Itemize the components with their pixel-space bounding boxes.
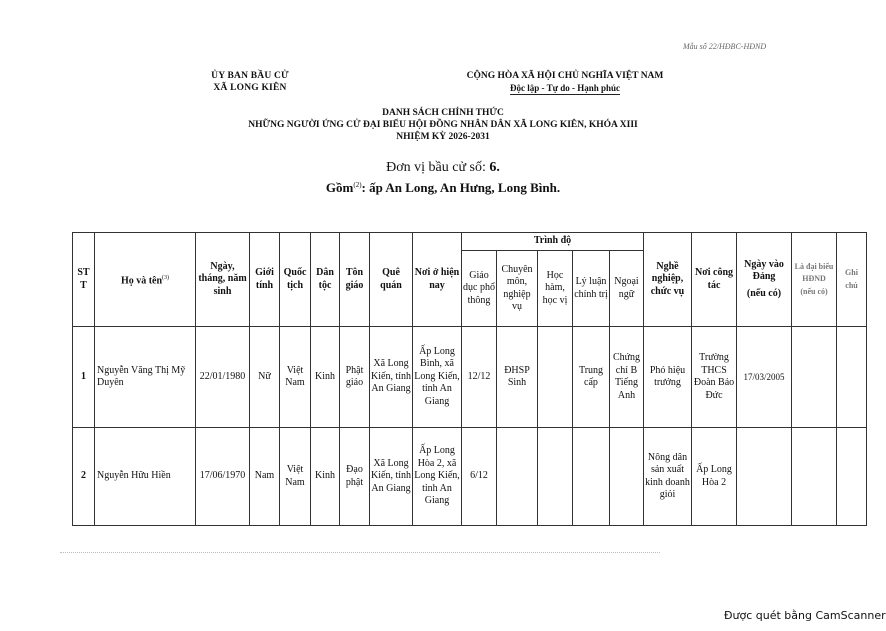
col-party-date xyxy=(737,233,792,327)
cell-name: Nguyễn Văng Thị Mỹ Duyên xyxy=(95,327,196,428)
col-edu-politics: Lý luận chính trị xyxy=(573,251,610,327)
col-job: Nghề nghiệp, chức vụ xyxy=(644,233,692,327)
cell-gender: Nữ xyxy=(250,327,280,428)
cell-edu-general: 6/12 xyxy=(462,428,497,526)
cell-hometown: Xã Long Kiến, tỉnh An Giang xyxy=(370,327,413,428)
cell-ethnicity: Kinh xyxy=(311,428,340,526)
cell-remark xyxy=(837,428,867,526)
col-delegate-note: (nếu có) xyxy=(800,286,828,296)
cell-edu-degree xyxy=(538,327,573,428)
form-number: Mẫu số 22/HĐBC-HĐND xyxy=(683,42,767,51)
cell-edu-language: Chứng chỉ B Tiếng Anh xyxy=(610,327,644,428)
col-name-text: Họ và tên xyxy=(120,274,163,286)
cell-edu-politics: Trung cấp xyxy=(573,327,610,428)
cell-workplace: Ấp Long Hòa 2 xyxy=(692,428,737,526)
cell-dob: 17/06/1970 xyxy=(196,428,250,526)
title-line-3: NHIỆM KỲ 2026-2031 xyxy=(396,132,490,142)
cell-delegate xyxy=(792,327,837,428)
cell-remark xyxy=(837,327,867,428)
national-header xyxy=(440,70,690,95)
cell-edu-major xyxy=(497,428,538,526)
col-delegate xyxy=(792,233,837,327)
cell-edu-major: ĐHSP Sinh xyxy=(497,327,538,428)
cell-edu-politics xyxy=(573,428,610,526)
cell-job: Nông dân sản xuất kinh doanh giỏi xyxy=(644,428,692,526)
col-edu-degree: Học hàm, học vị xyxy=(538,251,573,327)
cell-residence: Ấp Long Bình, xã Long Kiến, tỉnh An Giang xyxy=(413,327,462,428)
col-gender: Giới tính xyxy=(250,233,280,327)
col-stt: ST T xyxy=(73,233,95,327)
scanner-watermark: Được quét bằng CamScanner xyxy=(724,609,886,622)
national-title: CỘNG HÒA XÃ HỘI CHỦ NGHĨA VIỆT NAM xyxy=(466,71,664,81)
col-edu-general: Giáo dục phổ thông xyxy=(462,251,497,327)
col-edu-language: Ngoại ngữ xyxy=(610,251,644,327)
col-remark: Ghi chú xyxy=(837,233,867,327)
col-dob: Ngày, tháng, năm sinh xyxy=(196,233,250,327)
cell-religion: Đạo phật xyxy=(340,428,370,526)
col-nationality: Quốc tịch xyxy=(280,233,311,327)
col-workplace: Nơi công tác xyxy=(692,233,737,327)
electoral-unit xyxy=(250,159,636,176)
candidate-table xyxy=(72,232,867,526)
cell-edu-general: 12/12 xyxy=(462,327,497,428)
col-ethnicity: Dân tộc xyxy=(311,233,340,327)
cell-stt: 1 xyxy=(73,327,95,428)
issuer-line-2: XÃ LONG KIÊN xyxy=(213,83,287,93)
issuer-line-1: ỦY BAN BẦU CỬ xyxy=(211,71,289,81)
cell-nationality: Việt Nam xyxy=(280,327,311,428)
col-name xyxy=(95,233,196,327)
title-line-2: NHỮNG NGƯỜI ỨNG CỬ ĐẠI BIỂU HỘI ĐỒNG NHÂN DÂN XÃ LONG KIÊN, KHÓA XIII xyxy=(248,120,638,130)
title-line-1: DANH SÁCH CHÍNH THỨC xyxy=(382,108,504,118)
cell-stt: 2 xyxy=(73,428,95,526)
col-residence: Nơi ở hiện nay xyxy=(413,233,462,327)
cell-residence: Ấp Long Hòa 2, xã Long Kiến, tỉnh An Giang xyxy=(413,428,462,526)
cell-religion: Phật giáo xyxy=(340,327,370,428)
col-party-date-note: (nếu có) xyxy=(746,287,782,299)
cell-job: Phó hiệu trưởng xyxy=(644,327,692,428)
national-motto: Độc lập - Tự do - Hạnh phúc xyxy=(509,83,620,93)
col-party-date-text: Ngày vào Đảng xyxy=(744,258,784,283)
col-name-footnote: (3) xyxy=(162,274,170,281)
cell-name: Nguyễn Hữu Hiền xyxy=(95,428,196,526)
header-row-1 xyxy=(73,233,867,251)
cell-edu-degree xyxy=(538,428,573,526)
electoral-unit-label: Đơn vị bầu cử số: xyxy=(386,160,490,175)
table-row xyxy=(73,428,867,526)
col-education-group: Trình độ xyxy=(462,233,644,251)
col-delegate-text: Là đại biểu HĐND xyxy=(794,261,834,284)
cell-hometown: Xã Long Kiến, tỉnh An Giang xyxy=(370,428,413,526)
cell-dob: 22/01/1980 xyxy=(196,327,250,428)
scan-artifact-line xyxy=(60,552,660,554)
electoral-unit-number: 6. xyxy=(489,160,500,175)
issuer-header xyxy=(160,70,340,94)
cell-party-date: 17/03/2005 xyxy=(737,327,792,428)
cell-workplace: Trường THCS Đoàn Bảo Đức xyxy=(692,327,737,428)
unit-areas xyxy=(250,177,636,196)
col-edu-major: Chuyên môn, nghiệp vụ xyxy=(497,251,538,327)
document-title xyxy=(180,107,706,143)
unit-areas-footnote: (2) xyxy=(353,181,362,189)
unit-areas-label: Gồm xyxy=(325,180,354,195)
col-hometown: Quê quán xyxy=(370,233,413,327)
cell-gender: Nam xyxy=(250,428,280,526)
cell-party-date xyxy=(737,428,792,526)
table-row xyxy=(73,327,867,428)
cell-ethnicity: Kinh xyxy=(311,327,340,428)
cell-edu-language xyxy=(610,428,644,526)
col-religion: Tôn giáo xyxy=(340,233,370,327)
cell-delegate xyxy=(792,428,837,526)
cell-nationality: Việt Nam xyxy=(280,428,311,526)
unit-areas-text: : ấp An Long, An Hưng, Long Bình. xyxy=(361,180,561,195)
